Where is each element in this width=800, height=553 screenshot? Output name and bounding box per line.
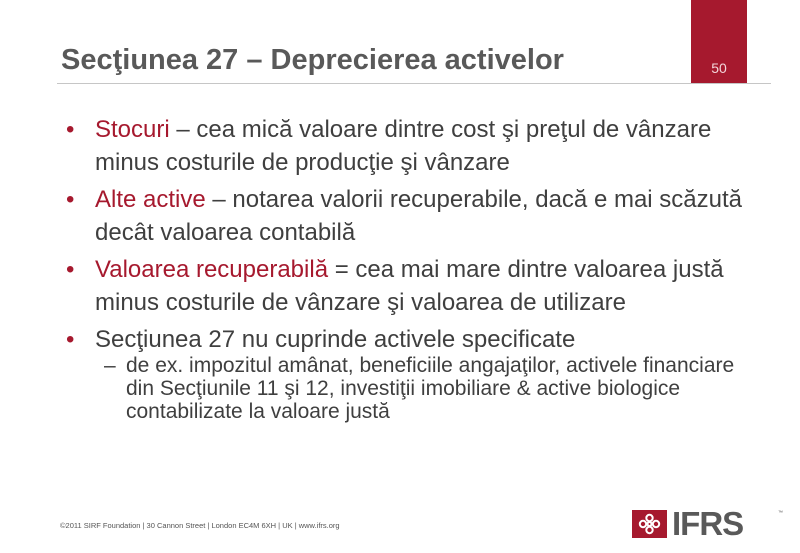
bullet-term: Alte active: [95, 186, 206, 213]
bullet-term: Stocuri: [95, 116, 170, 143]
logo-trademark: ™: [778, 510, 783, 516]
bullet-item: [63, 253, 753, 319]
bullet-text: Secţiunea 27 nu cuprinde activele specificate: [95, 326, 576, 353]
footer-address: ©2011 SIRF Foundation | 30 Cannon Street | London EC4M 6XH | UK | www.ifrs.org: [60, 521, 340, 530]
bullet-text: – notarea valorii recuperabile, dacă e mai scăzută decât valoarea contabilă: [95, 186, 743, 246]
bullet-item: [63, 183, 753, 249]
sub-bullet-item: [63, 354, 753, 423]
bullet-marker: •: [66, 116, 75, 143]
bullet-item: [63, 323, 753, 356]
ifrs-flower-icon: [632, 510, 667, 538]
bullet-item: [63, 113, 753, 179]
slide-content: [63, 113, 753, 423]
bullet-marker: •: [66, 256, 75, 283]
bullet-text: = cea mai mare dintre valoarea justă minus costurile de vânzare şi valoarea de utilizare: [95, 256, 724, 316]
slide-title: Secţiunea 27 – Deprecierea activelor: [61, 44, 564, 76]
bullet-marker: •: [66, 326, 75, 353]
bullet-marker: •: [66, 186, 75, 213]
ifrs-logo: [632, 505, 783, 542]
title-divider: [57, 83, 771, 84]
bullet-text: – cea mică valoare dintre cost şi preţul de vânzare minus costurile de producţie şi vânzare: [95, 116, 712, 176]
sub-bullet-marker: –: [104, 354, 116, 377]
bullet-term: Valoarea recuperabilă: [95, 256, 329, 283]
slide-number: 50: [711, 60, 727, 76]
logo-wordmark: IFRS: [672, 505, 744, 542]
sub-bullet-text: de ex. impozitul amânat, beneficiile angajaţilor, activele financiare din Secţiunile 11 şi 12, investiţii imobiliare & active biologice contabilizate la valoare justă: [126, 354, 735, 423]
